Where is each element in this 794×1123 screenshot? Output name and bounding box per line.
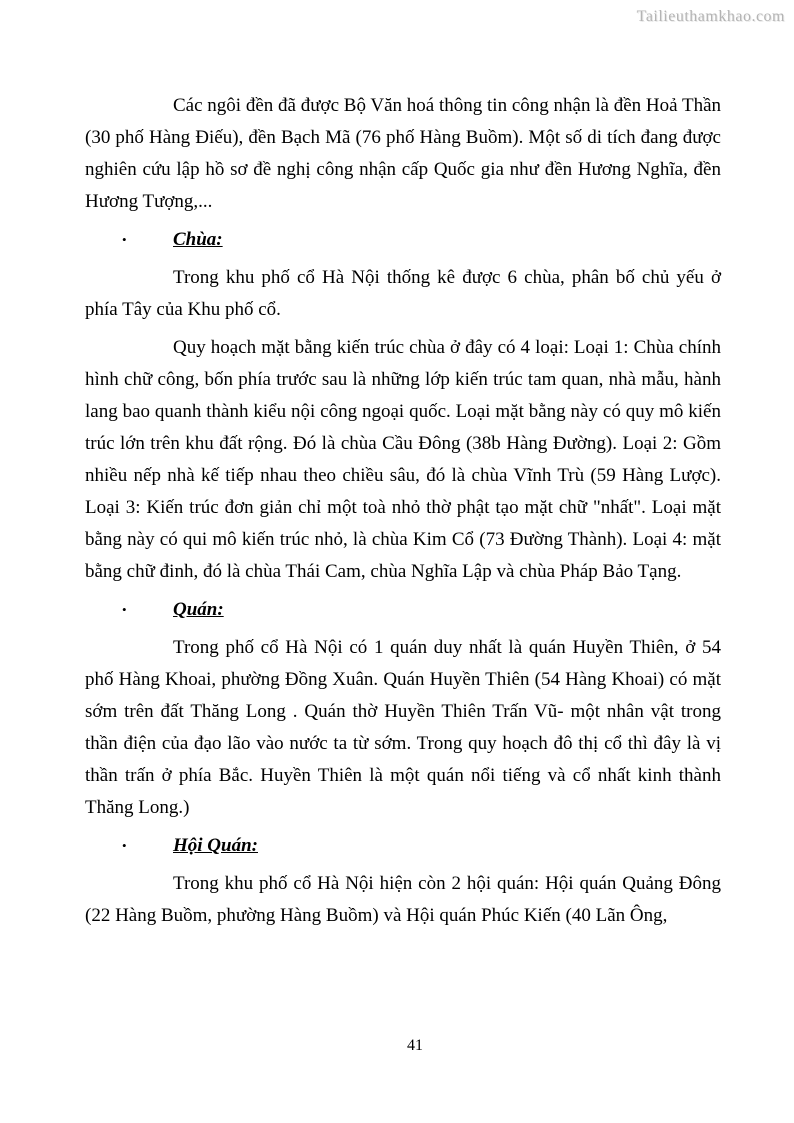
paragraph-hoi-quan-list: Trong khu phố cổ Hà Nội hiện còn 2 hội quán: Hội quán Quảng Đông (22 Hàng Buồm, phường Hàng Buồm) và Hội quán Phúc Kiến (40 Lãn Ông, bbox=[85, 873, 721, 926]
paragraph-chua-layout-types: Quy hoạch mặt bằng kiến trúc chùa ở đây có 4 loại: Loại 1: Chùa chính hình chữ công, bốn phía trước sau là những lớp kiến trúc tam quan, nhà mẫu, hành lang bao quanh thành kiểu nội công ngoại quốc. Loại mặt bằng này có quy mô kiến trúc lớn trên khu đất rộng. Đó là chùa Cầu Đông (38b Hàng Đường). Loại 2: Gồm nhiều nếp nhà kế tiếp nhau theo chiều sâu, đó là chùa Vĩnh Trù (59 Hàng Lược). Loại 3: Kiến trúc đơn giản chỉ một toà nhỏ thờ phật tạo mặt chữ "nhất". Loại mặt bằng này có qui mô kiến trúc nhỏ, là chùa Kim Cổ (73 Đường Thành). Loại 4: mặt bằng chữ đinh, đó là chùa Thái Cam, chùa Nghĩa Lập và chùa Pháp Bảo Tạng. bbox=[85, 337, 721, 582]
watermark-text: Tailieuthamkhao.com bbox=[636, 8, 785, 25]
heading-quan-label: Quán: bbox=[173, 599, 224, 620]
heading-chua-label: Chùa: bbox=[173, 229, 223, 250]
paragraph-chua-count: Trong khu phố cổ Hà Nội thống kê được 6 chùa, phân bố chủ yếu ở phía Tây của Khu phố cổ. bbox=[85, 267, 721, 320]
heading-quan bbox=[85, 594, 721, 626]
bullet-icon: • bbox=[122, 602, 127, 617]
bullet-icon: • bbox=[122, 232, 127, 247]
heading-hoi-quan bbox=[85, 830, 721, 862]
page-number: 41 bbox=[407, 1037, 423, 1054]
page-footer bbox=[85, 1036, 745, 1056]
document-content bbox=[85, 90, 721, 938]
paragraph-temples-recognition: Các ngôi đền đã được Bộ Văn hoá thông tin công nhận là đền Hoả Thần (30 phố Hàng Điếu), đền Bạch Mã (76 phố Hàng Buồm). Một số di tích đang được nghiên cứu lập hồ sơ đề nghị công nhận cấp Quốc gia như đền Hương Nghĩa, đền Hương Tượng,... bbox=[85, 95, 721, 212]
heading-hoi-quan-label: Hội Quán: bbox=[173, 835, 258, 856]
paragraph-quan-huyen-thien: Trong phố cổ Hà Nội có 1 quán duy nhất là quán Huyền Thiên, ở 54 phố Hàng Khoai, phường Đồng Xuân. Quán Huyền Thiên (54 Hàng Khoai) có mặt sớm trên đất Thăng Long . Quán thờ Huyền Thiên Trấn Vũ- một nhân vật trong thần điện của đạo lão vào nước ta từ sớm. Trong quy hoạch đô thị cổ thì đây là vị thần trấn ở phía Bắc. Huyền Thiên là một quán nổi tiếng và cổ nhất kinh thành Thăng Long.) bbox=[85, 637, 721, 818]
heading-chua bbox=[85, 224, 721, 256]
bullet-icon: • bbox=[122, 838, 127, 853]
